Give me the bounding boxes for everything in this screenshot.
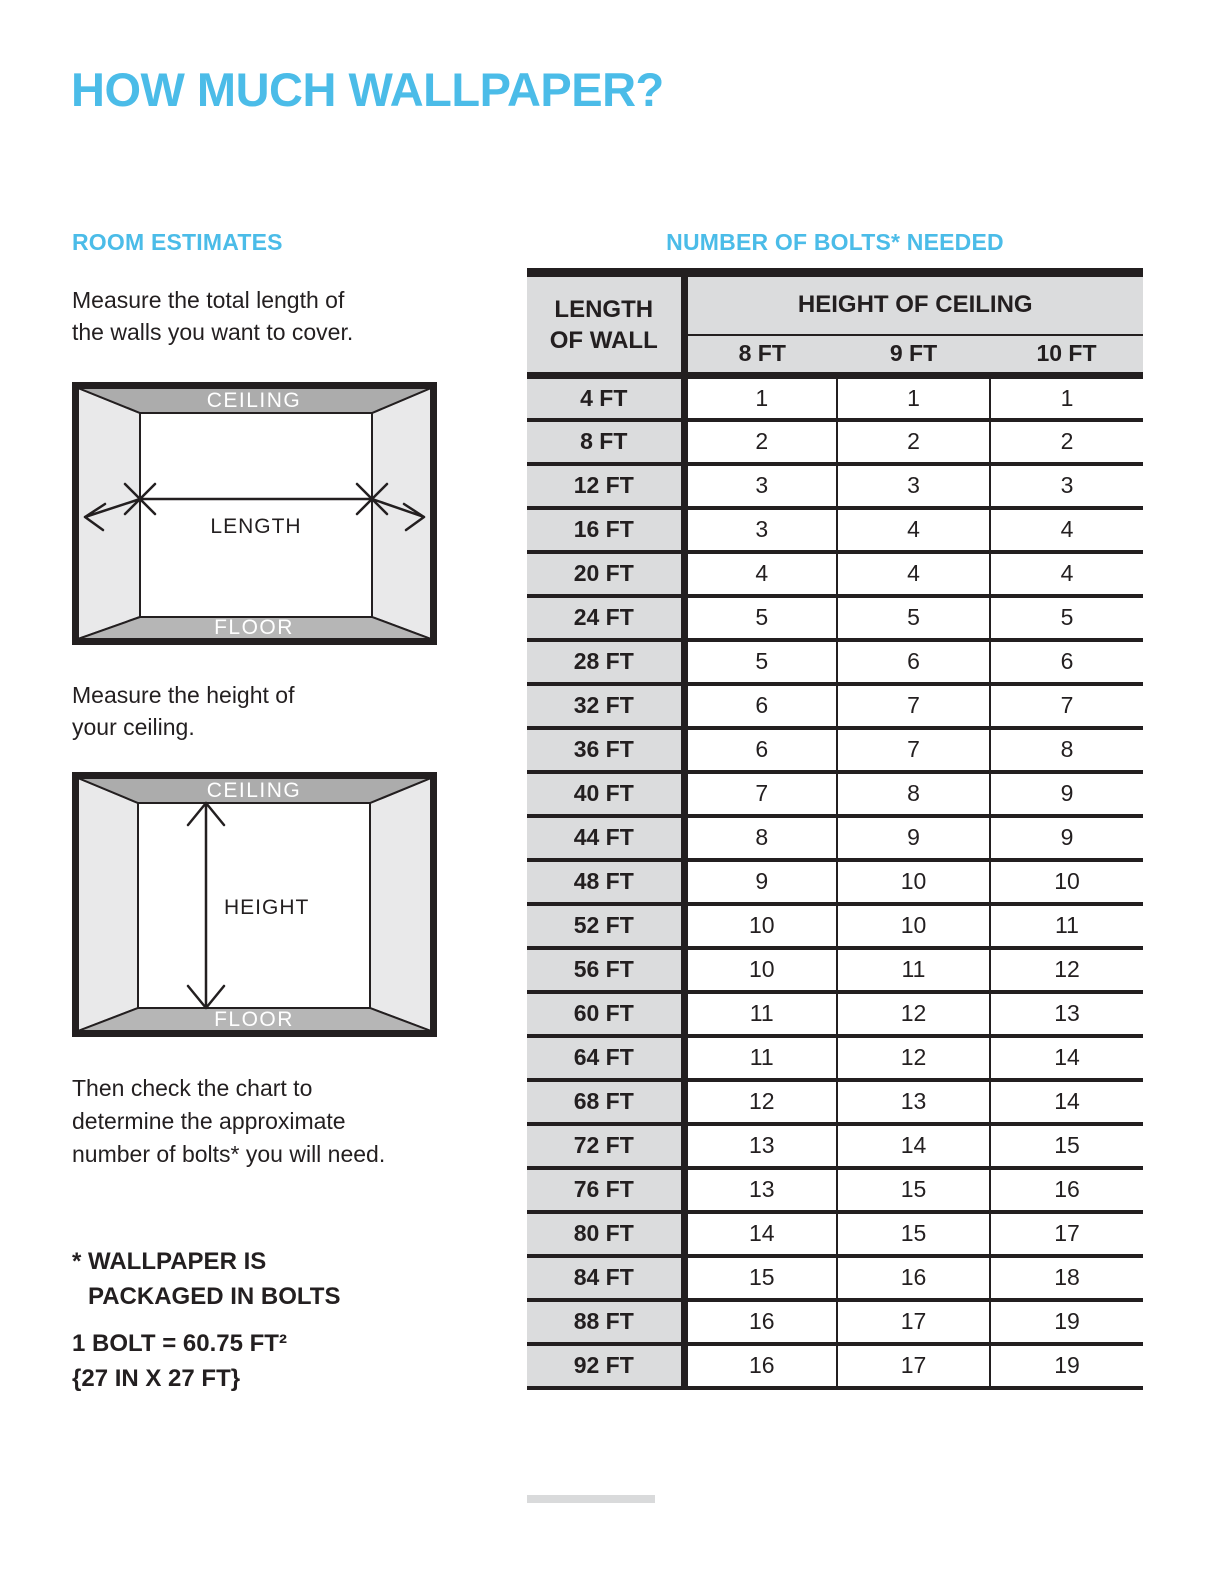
table-row (527, 508, 1143, 552)
table-row (527, 1212, 1143, 1256)
header-row-group (527, 273, 1143, 335)
bolt-count-cell: 14 (684, 1212, 837, 1256)
bolt-count-cell: 14 (990, 1036, 1143, 1080)
bolt-count-cell: 10 (684, 904, 837, 948)
bolt-count-cell: 14 (837, 1124, 990, 1168)
bolt-count-cell: 8 (684, 816, 837, 860)
bolt-count-cell: 12 (684, 1080, 837, 1124)
bolt-count-cell: 8 (837, 772, 990, 816)
bolt-count-cell: 19 (990, 1300, 1143, 1344)
bolt-count-cell: 9 (684, 860, 837, 904)
bolt-count-cell: 12 (837, 992, 990, 1036)
row-header-wall-length: 12 FT (527, 464, 684, 508)
row-header-wall-length: 72 FT (527, 1124, 684, 1168)
text-line: {27 IN X 27 FT} (72, 1365, 241, 1392)
bolt-count-cell: 9 (990, 772, 1143, 816)
bolt-count-cell: 19 (990, 1344, 1143, 1388)
height-label: HEIGHT (224, 896, 310, 919)
bolt-count-cell: 5 (684, 640, 837, 684)
bolt-count-cell: 6 (684, 684, 837, 728)
bolt-count-cell: 15 (837, 1168, 990, 1212)
bolt-count-cell: 7 (837, 728, 990, 772)
bolt-count-cell: 18 (990, 1256, 1143, 1300)
table-row (527, 772, 1143, 816)
table-row (527, 948, 1143, 992)
bolt-count-cell: 1 (684, 376, 837, 420)
bolt-count-cell: 17 (990, 1212, 1143, 1256)
bolt-count-cell: 13 (684, 1124, 837, 1168)
ceiling-label: CEILING (206, 389, 302, 412)
text-line: PACKAGED IN BOLTS (88, 1283, 341, 1310)
bolt-count-cell: 4 (837, 552, 990, 596)
bolt-count-cell: 16 (684, 1300, 837, 1344)
bolt-count-cell: 14 (990, 1080, 1143, 1124)
row-header-wall-length: 60 FT (527, 992, 684, 1036)
row-header-wall-length: 28 FT (527, 640, 684, 684)
bolt-count-cell: 13 (837, 1080, 990, 1124)
table-bottom-shadow (527, 1495, 655, 1503)
table-row (527, 1124, 1143, 1168)
table-row (527, 1036, 1143, 1080)
col-header-length-of-wall (527, 273, 684, 376)
bolts-table-heading: NUMBER OF BOLTS* NEEDED (666, 229, 1004, 255)
bolt-count-cell: 7 (837, 684, 990, 728)
bolt-count-cell: 11 (837, 948, 990, 992)
row-header-wall-length: 4 FT (527, 376, 684, 420)
row-header-wall-length: 68 FT (527, 1080, 684, 1124)
row-header-wall-length: 20 FT (527, 552, 684, 596)
bolt-count-cell: 16 (990, 1168, 1143, 1212)
row-header-wall-length: 8 FT (527, 420, 684, 464)
bolt-count-cell: 9 (990, 816, 1143, 860)
bolt-count-cell: 5 (684, 596, 837, 640)
bolt-count-cell: 3 (684, 464, 837, 508)
text-line: LENGTH (554, 295, 654, 323)
table-row (527, 552, 1143, 596)
bolt-count-cell: 17 (837, 1300, 990, 1344)
table-row (527, 904, 1143, 948)
table-row (527, 420, 1143, 464)
table-row (527, 860, 1143, 904)
col-header-8ft: 8 FT (684, 335, 837, 376)
bolt-count-cell: 15 (990, 1124, 1143, 1168)
bolt-count-cell: 7 (684, 772, 837, 816)
row-header-wall-length: 56 FT (527, 948, 684, 992)
text-line: number of bolts* you will need. (72, 1141, 386, 1167)
table-row (527, 640, 1143, 684)
bolt-count-cell: 1 (837, 376, 990, 420)
row-header-wall-length: 36 FT (527, 728, 684, 772)
bolt-count-cell: 5 (837, 596, 990, 640)
bolt-count-cell: 2 (990, 420, 1143, 464)
bolt-count-cell: 1 (990, 376, 1143, 420)
bolt-count-cell: 13 (684, 1168, 837, 1212)
table-row (527, 1256, 1143, 1300)
left-wall (78, 388, 140, 639)
bolt-count-cell: 11 (990, 904, 1143, 948)
page-title: HOW MUCH WALLPAPER? (71, 63, 664, 116)
row-header-wall-length: 32 FT (527, 684, 684, 728)
table-row (527, 464, 1143, 508)
text-line: Then check the chart to (72, 1075, 313, 1101)
text-line: the walls you want to cover. (72, 319, 354, 345)
bolt-count-cell: 15 (837, 1212, 990, 1256)
table-row (527, 1168, 1143, 1212)
instruction-check-chart (72, 1072, 385, 1171)
bolts-table (527, 268, 1143, 1390)
bolt-count-cell: 16 (837, 1256, 990, 1300)
row-header-wall-length: 88 FT (527, 1300, 684, 1344)
bolt-count-cell: 13 (990, 992, 1143, 1036)
bolt-count-cell: 7 (990, 684, 1143, 728)
text-line: Measure the height of (72, 682, 295, 708)
col-header-10ft: 10 FT (990, 335, 1143, 376)
text-line: 1 BOLT = 60.75 FT² (72, 1330, 287, 1357)
bolt-count-cell: 8 (990, 728, 1143, 772)
col-header-height-of-ceiling: HEIGHT OF CEILING (684, 273, 1143, 335)
bolt-count-cell: 6 (837, 640, 990, 684)
table-row (527, 596, 1143, 640)
row-header-wall-length: 16 FT (527, 508, 684, 552)
row-header-wall-length: 52 FT (527, 904, 684, 948)
row-header-wall-length: 48 FT (527, 860, 684, 904)
ceiling-label: CEILING (206, 779, 302, 802)
bolt-count-cell: 15 (684, 1256, 837, 1300)
text-line: Measure the total length of (72, 287, 345, 313)
bolt-count-cell: 4 (684, 552, 837, 596)
bolt-count-cell: 12 (990, 948, 1143, 992)
right-wall (372, 388, 431, 639)
table-row (527, 376, 1143, 420)
row-header-wall-length: 24 FT (527, 596, 684, 640)
right-wall (370, 778, 431, 1031)
row-header-wall-length: 84 FT (527, 1256, 684, 1300)
bolt-count-cell: 5 (990, 596, 1143, 640)
bolt-count-cell: 4 (990, 552, 1143, 596)
bolt-count-cell: 10 (837, 904, 990, 948)
bolt-count-cell: 4 (990, 508, 1143, 552)
row-header-wall-length: 44 FT (527, 816, 684, 860)
instruction-measure-length (72, 284, 353, 348)
bolt-count-cell: 10 (990, 860, 1143, 904)
table-row (527, 684, 1143, 728)
bolt-count-cell: 11 (684, 992, 837, 1036)
col-header-9ft: 9 FT (837, 335, 990, 376)
wallpaper-bolts-footnote (72, 1244, 340, 1314)
bolt-count-cell: 6 (684, 728, 837, 772)
text-line: OF WALL (549, 326, 658, 354)
bolt-count-cell: 2 (837, 420, 990, 464)
length-label: LENGTH (210, 515, 302, 538)
bolt-count-cell: 16 (684, 1344, 837, 1388)
bolt-count-cell: 10 (684, 948, 837, 992)
bolt-count-cell: 3 (684, 508, 837, 552)
bolt-count-cell: 10 (837, 860, 990, 904)
text-line: your ceiling. (72, 714, 195, 740)
text-line: determine the approximate (72, 1108, 346, 1134)
row-header-wall-length: 64 FT (527, 1036, 684, 1080)
row-header-wall-length: 40 FT (527, 772, 684, 816)
bolt-size-note (72, 1326, 287, 1396)
table-row (527, 728, 1143, 772)
row-header-wall-length: 76 FT (527, 1168, 684, 1212)
bolt-count-cell: 3 (837, 464, 990, 508)
left-wall (78, 778, 138, 1031)
table-row (527, 1300, 1143, 1344)
row-header-wall-length: 92 FT (527, 1344, 684, 1388)
bolt-count-cell: 12 (837, 1036, 990, 1080)
table-row (527, 1080, 1143, 1124)
bolt-count-cell: 6 (990, 640, 1143, 684)
row-header-wall-length: 80 FT (527, 1212, 684, 1256)
room-height-diagram (72, 772, 437, 1037)
bolt-count-cell: 3 (990, 464, 1143, 508)
bolt-count-cell: 11 (684, 1036, 837, 1080)
bolts-table-body (527, 376, 1143, 1388)
bolt-count-cell: 17 (837, 1344, 990, 1388)
floor-label: FLOOR (214, 1008, 294, 1031)
bolt-count-cell: 4 (837, 508, 990, 552)
bolt-count-cell: 2 (684, 420, 837, 464)
room-length-diagram (72, 382, 437, 645)
table-row (527, 992, 1143, 1036)
table-row (527, 816, 1143, 860)
room-estimates-heading: ROOM ESTIMATES (72, 229, 283, 255)
table-row (527, 1344, 1143, 1388)
floor-label: FLOOR (214, 616, 294, 639)
instruction-measure-height (72, 679, 294, 743)
text-line: * WALLPAPER IS (72, 1248, 267, 1275)
bolt-count-cell: 9 (837, 816, 990, 860)
